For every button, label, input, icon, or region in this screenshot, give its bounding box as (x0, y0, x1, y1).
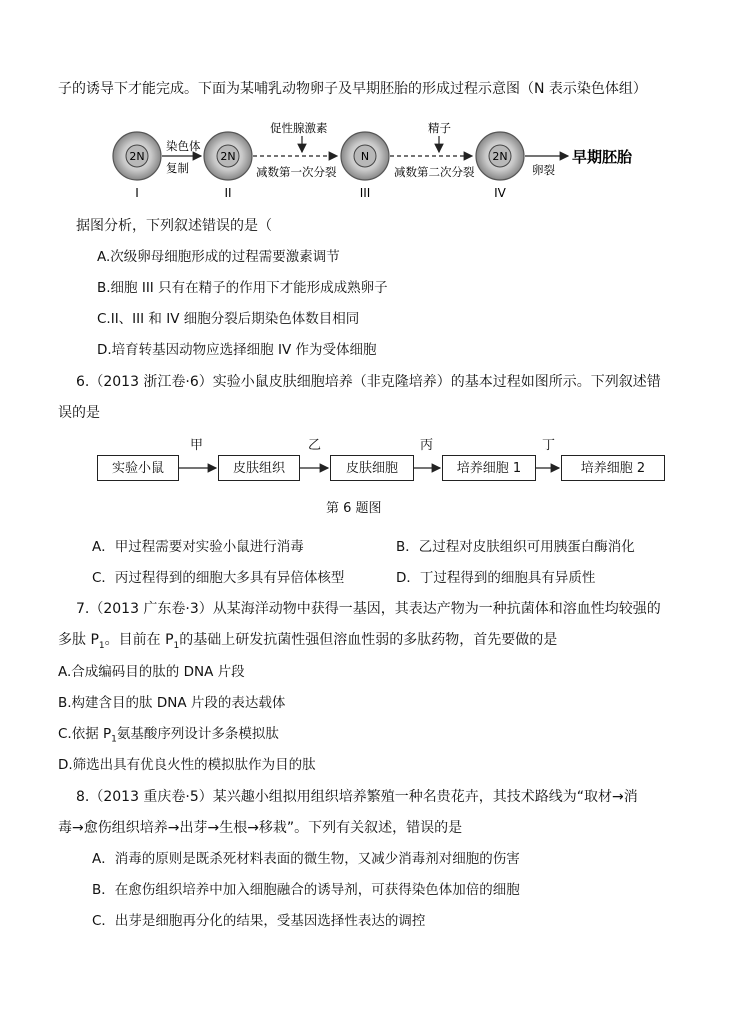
q8-stem-line1: 8.（2013 重庆卷·5）某兴趣小组拟用组织培养繁殖一种名贵花卉，其技术路线为“取材→消 (76, 789, 638, 805)
q7-stem-line2: 多肽 $P_1$。目前在 $P_1$的基础上研发抗菌性强但溶血性弱的多肽药物，首先要做的是 (58, 632, 558, 651)
q6-stem-line2: 误的是 (58, 405, 100, 421)
cell-1-label: 2N (129, 150, 145, 163)
flow-arrows (0, 0, 737, 500)
flow-label-jia: 甲 (190, 438, 204, 453)
early-embryo-label: 早期胚胎 (572, 148, 633, 166)
q7-option-d: D.筛选出具有优良火性的模拟肽作为目的肽 (58, 757, 316, 773)
q6-option-a: A．甲过程需要对实验小鼠进行消毒 (92, 539, 304, 555)
q5-stem: 据图分析，下列叙述错误的是（ (76, 218, 272, 234)
q5-option-d: D.培育转基因动物应选择细胞 IV 作为受体细胞 (97, 342, 377, 358)
step1-bottom: 复制 (166, 161, 189, 175)
cell-3-label: N (360, 150, 370, 163)
cleavage-label: 卵裂 (532, 163, 555, 177)
step1-top: 染色体 (166, 139, 201, 153)
flow-box-4: 培养细胞 1 (442, 455, 536, 481)
cell-4-label: 2N (492, 150, 508, 163)
q6-caption: 第 6 题图 (326, 501, 382, 516)
roman-1: I (135, 186, 139, 200)
meiosis2-label: 减数第二次分裂 (394, 165, 475, 179)
flow-box-2: 皮肤组织 (218, 455, 300, 481)
q7-option-c: C.依据 $P_1$氨基酸序列设计多条模拟肽 (58, 726, 279, 745)
q5-option-a: A.次级卵母细胞形成的过程需要激素调节 (97, 249, 340, 265)
intro-line: 子的诱导下才能完成。下面为某哺乳动物卵子及早期胚胎的形成过程示意图（N 表示染色体组） (58, 81, 647, 97)
cell-2-label: 2N (220, 150, 236, 163)
q8-stem-line2: 毒→愈伤组织培养→出芽→生根→移栽”。下列有关叙述，错误的是 (58, 820, 463, 836)
q7-stem-line1: 7.（2013 广东卷·3）从某海洋动物中获得一基因，其表达产物为一种抗菌体和溶血性均较强的 (76, 601, 661, 617)
flow-label-ding: 丁 (542, 438, 556, 453)
q6-option-c: C．丙过程得到的细胞大多具有异倍体核型 (92, 570, 345, 586)
roman-3: III (359, 186, 371, 200)
sperm-label: 精子 (428, 121, 451, 135)
flow-label-bing: 丙 (420, 438, 434, 453)
q7-option-a: A.合成编码目的肽的 DNA 片段 (58, 664, 245, 680)
meiosis1-label: 减数第一次分裂 (256, 165, 337, 179)
flow-label-yi: 乙 (308, 438, 322, 453)
roman-4: IV (494, 186, 506, 200)
q5-option-c: C.II、III 和 IV 细胞分裂后期染色体数目相同 (97, 311, 360, 327)
q8-option-c: C．出芽是细胞再分化的结果，受基因选择性表达的调控 (92, 913, 426, 929)
flow-box-3: 皮肤细胞 (330, 455, 414, 481)
q6-option-b: B．乙过程对皮肤组织可用胰蛋白酶消化 (396, 539, 635, 555)
hormone-label: 促性腺激素 (270, 121, 328, 135)
q7-option-b: B.构建含目的肽 DNA 片段的表达载体 (58, 695, 286, 711)
flow-box-5: 培养细胞 2 (561, 455, 665, 481)
roman-2: II (224, 186, 232, 200)
q6-option-d: D．丁过程得到的细胞具有异质性 (396, 570, 596, 586)
flow-box-1: 实验小鼠 (97, 455, 179, 481)
q8-option-b: B．在愈伤组织培养中加入细胞融合的诱导剂，可获得染色体加倍的细胞 (92, 882, 520, 898)
q5-option-b: B.细胞 III 只有在精子的作用下才能形成成熟卵子 (97, 280, 388, 296)
q8-option-a: A．消毒的原则是既杀死材料表面的微生物，又减少消毒剂对细胞的伤害 (92, 851, 520, 867)
q6-stem-line1: 6.（2013 浙江卷·6）实验小鼠皮肤细胞培养（非克隆培养）的基本过程如图所示。下列叙述错 (76, 374, 661, 390)
